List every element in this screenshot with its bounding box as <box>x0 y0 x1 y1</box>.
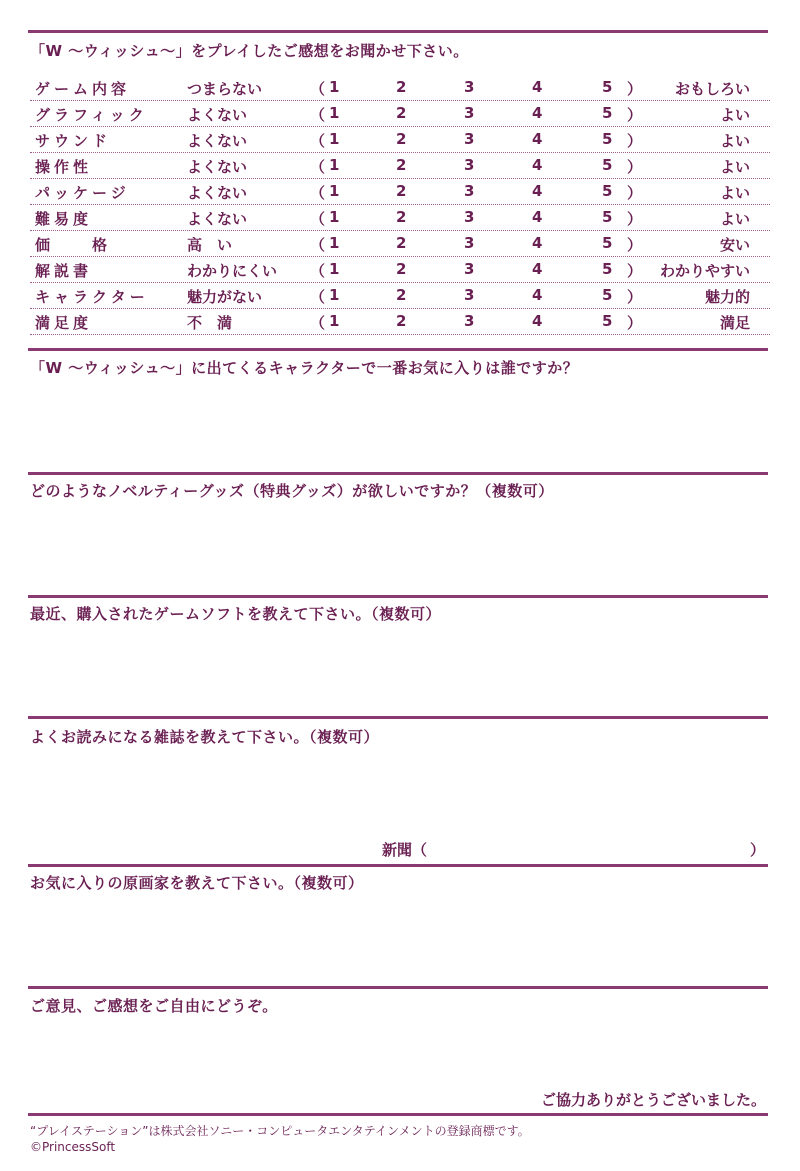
rating-positive-label: わかりやすい <box>659 262 750 280</box>
rating-row <box>30 204 770 231</box>
section-rule <box>28 716 768 719</box>
section-rule <box>28 864 768 867</box>
newspaper-label: 新聞（ <box>382 841 428 859</box>
rating-negative-label: つまらない <box>187 80 263 98</box>
scale-close-paren: ） <box>627 236 643 254</box>
favorite-artist-question: お気に入りの原画家を教えて下さい。（複数可） <box>30 874 364 892</box>
rating-category: 操作性 <box>35 158 93 176</box>
rating-positive-label: 魅力的 <box>704 288 750 306</box>
rating-positive-label: よい <box>719 132 750 150</box>
scale-option-2[interactable]: 2 <box>396 260 407 278</box>
scale-open-paren: （ <box>310 314 326 332</box>
thanks-message: ご協力ありがとうございました。 <box>540 1091 766 1109</box>
scale-option-3[interactable]: 3 <box>464 286 475 304</box>
scale-option-5[interactable]: 5 <box>602 130 613 148</box>
scale-option-1[interactable]: 1 <box>329 286 340 304</box>
rating-positive-label: よい <box>719 210 750 228</box>
favorite-character-question: 「W 〜ウィッシュ〜」に出てくるキャラクターで一番お気に入りは誰ですか？ <box>30 359 579 377</box>
scale-option-1[interactable]: 1 <box>329 156 340 174</box>
scale-option-3[interactable]: 3 <box>464 312 475 330</box>
rating-category: パッケージ <box>35 184 130 202</box>
scale-open-paren: （ <box>310 210 326 228</box>
scale-open-paren: （ <box>310 158 326 176</box>
rating-negative-label: よくない <box>187 184 248 202</box>
rating-category: 解説書 <box>35 262 93 280</box>
top-rule <box>28 30 768 33</box>
scale-close-paren: ） <box>627 288 643 306</box>
rating-row <box>30 178 770 205</box>
trademark-notice: “プレイステーション”は株式会社ソニー・コンピュータエンタテインメントの登録商標です。 <box>30 1124 530 1138</box>
rating-negative-label: よくない <box>187 106 248 124</box>
section-rule <box>28 472 768 475</box>
copyright-notice: ©PrincessSoft <box>30 1140 116 1154</box>
scale-option-5[interactable]: 5 <box>602 286 613 304</box>
scale-open-paren: （ <box>310 80 326 98</box>
scale-option-1[interactable]: 1 <box>329 78 340 96</box>
scale-option-2[interactable]: 2 <box>396 130 407 148</box>
rating-category: 満足度 <box>35 314 93 332</box>
comments-question: ご意見、ご感想をご自由にどうぞ。 <box>30 997 278 1015</box>
scale-option-4[interactable]: 4 <box>532 312 543 330</box>
scale-option-4[interactable]: 4 <box>532 234 543 252</box>
scale-option-4[interactable]: 4 <box>532 104 543 122</box>
scale-option-2[interactable]: 2 <box>396 234 407 252</box>
scale-close-paren: ） <box>627 210 643 228</box>
scale-option-5[interactable]: 5 <box>602 234 613 252</box>
scale-open-paren: （ <box>310 184 326 202</box>
scale-close-paren: ） <box>627 132 643 150</box>
scale-option-2[interactable]: 2 <box>396 104 407 122</box>
novelty-goods-question: どのようなノベルティーグッズ（特典グッズ）が欲しいですか？（複数可） <box>30 482 554 500</box>
section-rule <box>28 595 768 598</box>
scale-option-2[interactable]: 2 <box>396 208 407 226</box>
rating-category: グラフィック <box>35 106 148 124</box>
scale-option-1[interactable]: 1 <box>329 182 340 200</box>
scale-open-paren: （ <box>310 132 326 150</box>
rating-positive-label: おもしろい <box>674 80 750 98</box>
scale-option-2[interactable]: 2 <box>396 182 407 200</box>
scale-option-5[interactable]: 5 <box>602 312 613 330</box>
scale-option-1[interactable]: 1 <box>329 208 340 226</box>
scale-option-3[interactable]: 3 <box>464 130 475 148</box>
scale-option-5[interactable]: 5 <box>602 208 613 226</box>
footer-rule <box>28 1113 768 1116</box>
scale-close-paren: ） <box>627 158 643 176</box>
scale-open-paren: （ <box>310 288 326 306</box>
scale-option-2[interactable]: 2 <box>396 286 407 304</box>
scale-option-5[interactable]: 5 <box>602 260 613 278</box>
scale-option-1[interactable]: 1 <box>329 312 340 330</box>
scale-option-4[interactable]: 4 <box>532 78 543 96</box>
scale-option-3[interactable]: 3 <box>464 156 475 174</box>
rating-positive-label: 満足 <box>719 314 750 332</box>
newspaper-field[interactable] <box>382 839 766 860</box>
scale-option-4[interactable]: 4 <box>532 286 543 304</box>
rating-category: 難易度 <box>35 210 93 228</box>
rating-category: 価 格 <box>35 236 112 254</box>
rating-negative-label: よくない <box>187 132 248 150</box>
scale-close-paren: ） <box>627 262 643 280</box>
scale-close-paren: ） <box>627 314 643 332</box>
rating-question: 「W 〜ウィッシュ〜」をプレイしたご感想をお聞かせ下さい。 <box>30 42 469 60</box>
section-rule <box>28 986 768 989</box>
scale-open-paren: （ <box>310 106 326 124</box>
scale-close-paren: ） <box>627 184 643 202</box>
scale-option-4[interactable]: 4 <box>532 260 543 278</box>
rating-negative-label: 不 満 <box>187 314 233 332</box>
rating-row <box>30 126 770 153</box>
scale-option-3[interactable]: 3 <box>464 78 475 96</box>
rating-negative-label: よくない <box>187 158 248 176</box>
scale-option-1[interactable]: 1 <box>329 234 340 252</box>
rating-positive-label: よい <box>719 158 750 176</box>
scale-option-4[interactable]: 4 <box>532 182 543 200</box>
rating-row <box>30 308 770 335</box>
scale-option-4[interactable]: 4 <box>532 130 543 148</box>
scale-option-1[interactable]: 1 <box>329 260 340 278</box>
rating-positive-label: よい <box>719 184 750 202</box>
scale-option-5[interactable]: 5 <box>602 156 613 174</box>
scale-option-2[interactable]: 2 <box>396 78 407 96</box>
scale-option-4[interactable]: 4 <box>532 208 543 226</box>
scale-option-3[interactable]: 3 <box>464 208 475 226</box>
scale-option-1[interactable]: 1 <box>329 104 340 122</box>
newspaper-close-paren: ） <box>750 841 766 859</box>
rating-row <box>30 74 770 101</box>
scale-close-paren: ） <box>627 80 643 98</box>
scale-option-5[interactable]: 5 <box>602 182 613 200</box>
rating-row <box>30 256 770 283</box>
magazines-question: よくお読みになる雑誌を教えて下さい。（複数可） <box>30 728 380 746</box>
scale-option-5[interactable]: 5 <box>602 104 613 122</box>
scale-close-paren: ） <box>627 106 643 124</box>
scale-option-3[interactable]: 3 <box>464 260 475 278</box>
scale-option-3[interactable]: 3 <box>464 104 475 122</box>
rating-row <box>30 282 770 309</box>
rating-negative-label: よくない <box>187 210 248 228</box>
rating-row <box>30 100 770 127</box>
scale-option-2[interactable]: 2 <box>396 312 407 330</box>
scale-option-2[interactable]: 2 <box>396 156 407 174</box>
recent-games-question: 最近、購入されたゲームソフトを教えて下さい。（複数可） <box>30 605 442 623</box>
rating-positive-label: よい <box>719 106 750 124</box>
scale-option-3[interactable]: 3 <box>464 182 475 200</box>
rating-negative-label: 魅力がない <box>187 288 263 306</box>
rating-row <box>30 230 770 257</box>
rating-category: サウンド <box>35 132 112 150</box>
scale-open-paren: （ <box>310 236 326 254</box>
rating-positive-label: 安い <box>719 236 750 254</box>
rating-category: ゲーム内容 <box>35 80 131 98</box>
scale-option-1[interactable]: 1 <box>329 130 340 148</box>
rating-negative-label: 高 い <box>187 236 233 254</box>
rating-row <box>30 152 770 179</box>
scale-option-4[interactable]: 4 <box>532 156 543 174</box>
scale-open-paren: （ <box>310 262 326 280</box>
rating-negative-label: わかりにくい <box>187 262 278 280</box>
section-rule <box>28 348 768 351</box>
scale-option-5[interactable]: 5 <box>602 78 613 96</box>
scale-option-3[interactable]: 3 <box>464 234 475 252</box>
rating-category: キャラクター <box>35 288 149 306</box>
